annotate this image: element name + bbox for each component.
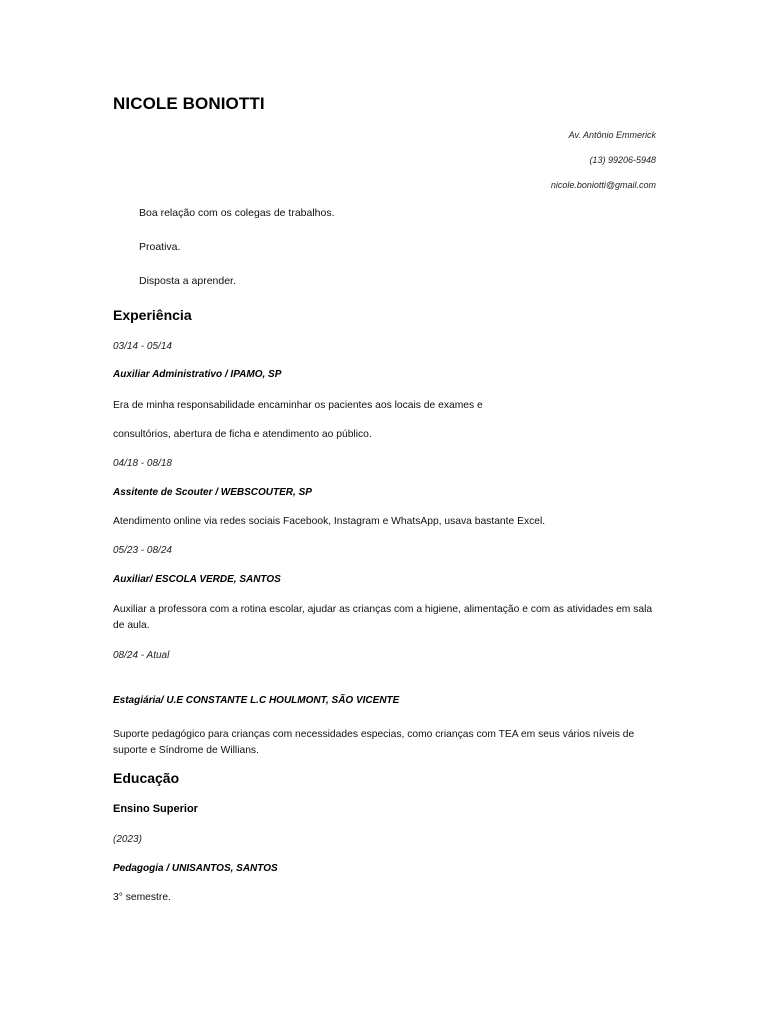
job-description: Suporte pedagógico para crianças com necessidades especias, como crianças com TEA em seus vários níveis de suporte e Síndrome de Willians. [113,729,635,756]
education-level: Ensino Superior [113,803,198,815]
experience-section-title: Experiência [113,307,192,323]
education-status: 3° semestre. [113,892,171,903]
contact-address: Av. Antônio Emmerick [568,130,656,140]
job-dates: 08/24 - Atual [113,650,170,661]
education-course: Pedagogia / UNISANTOS, SANTOS [113,863,278,874]
job-description: consultórios, abertura de ficha e atendimento ao público. [113,429,372,440]
trait-item: Boa relação com os colegas de trabalhos. [139,207,335,219]
trait-item: Proativa. [139,241,181,253]
contact-email: nicole.boniotti@gmail.com [550,180,656,190]
job-dates: 03/14 - 05/14 [113,341,172,352]
job-dates: 04/18 - 08/18 [113,458,172,469]
job-description: Era de minha responsabilidade encaminhar os pacientes aos locais de exames e [113,400,483,411]
education-year: (2023) [113,834,142,845]
job-description: Auxiliar a professora com a rotina escolar, ajudar as crianças com a higiene, alimentação e com as atividades em sala de aula. [113,604,653,631]
job-role: Assitente de Scouter / WEBSCOUTER, SP [113,487,312,498]
job-description: Atendimento online via redes sociais Facebook, Instagram e WhatsApp, usava bastante Excel. [113,516,546,527]
job-role: Auxiliar Administrativo / IPAMO, SP [113,369,282,380]
contact-phone: (13) 99206-5948 [589,155,656,165]
job-dates: 05/23 - 08/24 [113,545,172,556]
trait-item: Disposta a aprender. [139,275,236,287]
education-section-title: Educação [113,770,180,786]
job-role: Auxiliar/ ESCOLA VERDE, SANTOS [113,574,281,585]
candidate-name: NICOLE BONIOTTI [113,94,265,113]
job-role: Estagiária/ U.E CONSTANTE L.C HOULMONT, SÃO VICENTE [113,695,400,706]
